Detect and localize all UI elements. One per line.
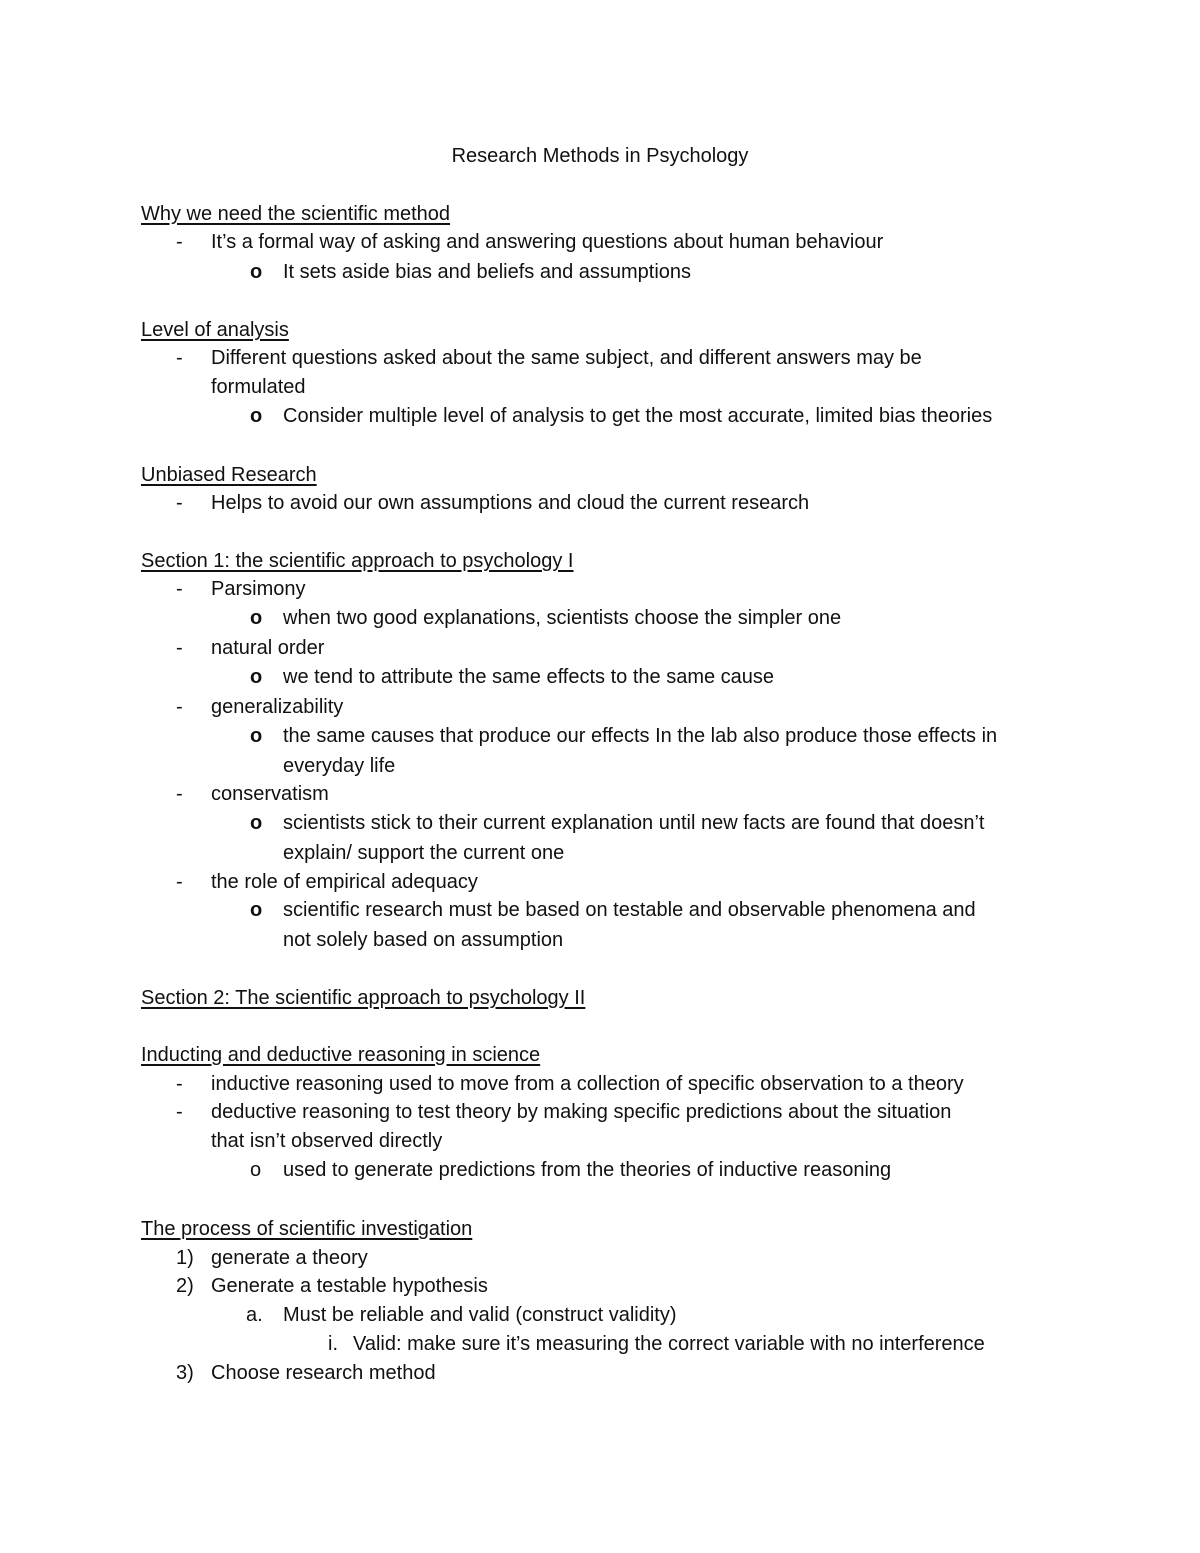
circle-bullet: o xyxy=(250,607,263,629)
sub-bullet-text: used to generate predictions from the theories of inductive reasoning xyxy=(283,1159,892,1181)
number-marker: 2) xyxy=(176,1275,194,1297)
roman-marker: i. xyxy=(328,1333,338,1355)
heading-level-of-analysis: Level of analysis xyxy=(141,319,289,341)
heading-unbiased-research: Unbiased Research xyxy=(141,464,317,486)
number-marker: 1) xyxy=(176,1247,194,1269)
circle-bullet: o xyxy=(250,405,263,427)
bullet-deductive: deductive reasoning to test theory by making specific predictions about the situation xyxy=(211,1101,952,1123)
sub-bullet-text: Consider multiple level of analysis to get the most accurate, limited bias theories xyxy=(283,405,993,427)
heading-section-1: Section 1: the scientific approach to psychology I xyxy=(141,550,574,572)
heading-section-2: Section 2: The scientific approach to psychology II xyxy=(141,987,586,1009)
dash-bullet: - xyxy=(176,492,183,514)
bullet-conservatism: conservatism xyxy=(211,783,329,805)
sub-bullet-text: scientists stick to their current explanation until new facts are found that doesn’t xyxy=(283,812,985,834)
sub-bullet-text-continued: explain/ support the current one xyxy=(283,842,565,864)
sub-bullet-text: we tend to attribute the same effects to the same cause xyxy=(283,666,775,688)
circle-bullet: o xyxy=(250,812,263,834)
bullet-inductive: inductive reasoning used to move from a collection of specific observation to a theory xyxy=(211,1073,964,1095)
sub-bullet-text: It sets aside bias and beliefs and assumptions xyxy=(283,261,692,283)
bullet-text: It’s a formal way of asking and answering questions about human behaviour xyxy=(211,231,884,253)
circle-bullet: o xyxy=(250,1159,262,1181)
bullet-deductive-continued: that isn’t observed directly xyxy=(211,1130,443,1152)
sub-bullet-text-continued: everyday life xyxy=(283,755,396,777)
sub-bullet-text: the same causes that produce our effects In the lab also produce those effects in xyxy=(283,725,998,747)
bullet-text: Different questions asked about the same subject, and different answers may be xyxy=(211,347,922,369)
circle-bullet: o xyxy=(250,261,263,283)
letter-marker: a. xyxy=(246,1304,263,1326)
step-text: Choose research method xyxy=(211,1362,436,1384)
bullet-parsimony: Parsimony xyxy=(211,578,306,600)
heading-why-scientific-method: Why we need the scientific method xyxy=(141,203,451,225)
dash-bullet: - xyxy=(176,1073,183,1095)
sub-step-text: Must be reliable and valid (construct validity) xyxy=(283,1304,677,1326)
circle-bullet: o xyxy=(250,666,263,688)
dash-bullet: - xyxy=(176,871,183,893)
step-text: generate a theory xyxy=(211,1247,368,1269)
dash-bullet: - xyxy=(176,578,183,600)
step-text: Generate a testable hypothesis xyxy=(211,1275,488,1297)
bullet-text: Helps to avoid our own assumptions and cloud the current research xyxy=(211,492,810,514)
page-title: Research Methods in Psychology xyxy=(451,145,749,167)
sub-bullet-text-continued: not solely based on assumption xyxy=(283,929,564,951)
dash-bullet: - xyxy=(176,1101,183,1123)
heading-reasoning: Inducting and deductive reasoning in science xyxy=(141,1044,541,1066)
sub-bullet-text: scientific research must be based on testable and observable phenomena and xyxy=(283,899,976,921)
number-marker: 3) xyxy=(176,1362,194,1384)
dash-bullet: - xyxy=(176,231,183,253)
dash-bullet: - xyxy=(176,347,183,369)
circle-bullet: o xyxy=(250,725,263,747)
bullet-empirical-adequacy: the role of empirical adequacy xyxy=(211,871,478,893)
circle-bullet: o xyxy=(250,899,263,921)
sub-bullet-text: when two good explanations, scientists choose the simpler one xyxy=(283,607,842,629)
dash-bullet: - xyxy=(176,637,183,659)
dash-bullet: - xyxy=(176,696,183,718)
sub-sub-step-text: Valid: make sure it’s measuring the correct variable with no interference xyxy=(353,1333,985,1355)
heading-process: The process of scientific investigation xyxy=(141,1218,473,1240)
dash-bullet: - xyxy=(176,783,183,805)
bullet-generalizability: generalizability xyxy=(211,696,344,718)
bullet-text-continued: formulated xyxy=(211,376,306,398)
bullet-natural-order: natural order xyxy=(211,637,325,659)
